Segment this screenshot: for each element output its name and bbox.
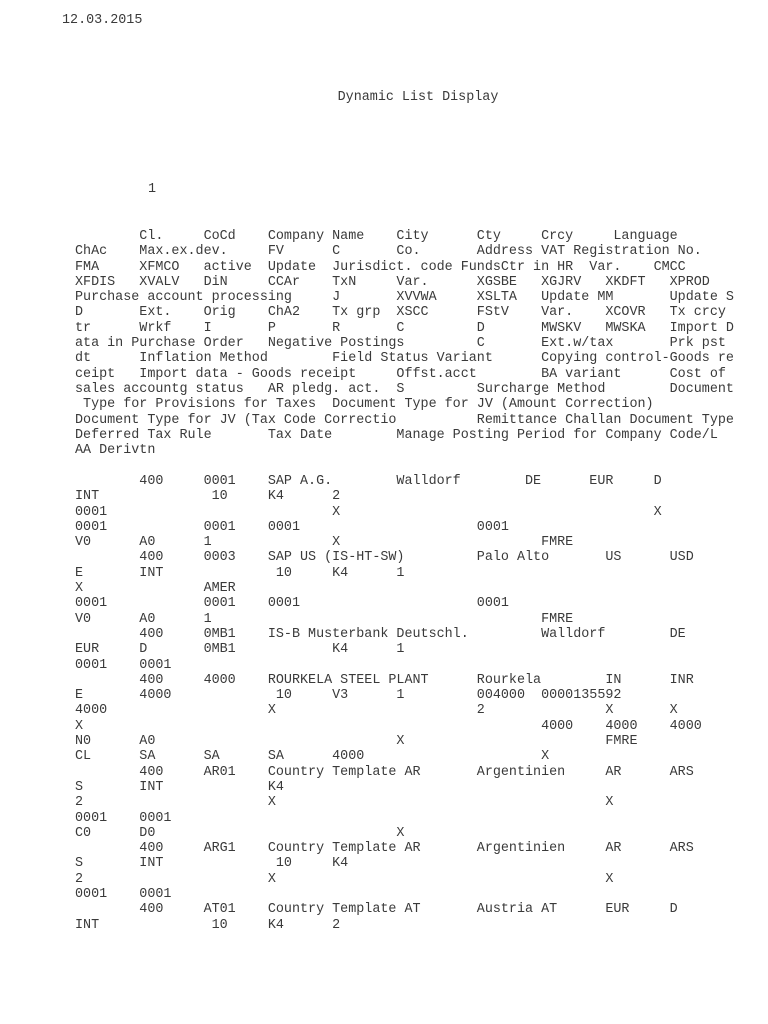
header-line: ceipt Import data - Goods receipt Offst.acct BA variant Cost of: [75, 366, 726, 382]
data-line: 400 0003 SAP US (IS-HT-SW) Palo Alto US USD: [75, 550, 694, 566]
data-line: 400 0MB1 IS-B Musterbank Deutschl. Walldorf DE: [75, 626, 686, 642]
page-number: 1: [148, 182, 157, 197]
header-line: D Ext. Orig ChA2 Tx grp XSCC FStV Var. XCOVR Tx crcy: [75, 305, 726, 321]
data-line: V0 A0 1 X FMRE: [75, 535, 574, 551]
data-line: 0001 0001: [75, 887, 172, 903]
data-line: CL SA SA SA 4000 X: [75, 749, 550, 765]
data-line: 400 AT01 Country Template AT Austria AT EUR D: [75, 902, 678, 918]
data-line: 0001 0001: [75, 657, 172, 673]
data-line: EUR D 0MB1 K4 1: [75, 642, 405, 658]
header-line: Deferred Tax Rule Tax Date Manage Posting Period for Company Code/L: [75, 427, 718, 443]
data-line: S INT K4: [75, 779, 284, 795]
header-line: AA Derivtn: [75, 443, 156, 459]
data-line: X AMER: [75, 581, 236, 597]
data-line: V0 A0 1 FMRE: [75, 611, 574, 627]
data-line: 2 X X: [75, 795, 614, 811]
report-title: Dynamic List Display: [337, 90, 499, 105]
data-line: 0001 0001: [75, 810, 172, 826]
header-line: dt Inflation Method Field Status Variant Copying control-Goods re: [75, 351, 734, 367]
data-line: C0 D0 X: [75, 825, 405, 841]
data-rows-block: [75, 474, 702, 933]
header-line: ChAc Max.ex.dev. FV C Co. Address VAT Registration No.: [75, 244, 702, 260]
header-line: ata in Purchase Order Negative Postings C Ext.w/tax Prk pst: [75, 336, 726, 352]
data-line: 2 X X: [75, 871, 614, 887]
header-line: XFDIS XVALV DiN CCAr TxN Var. XGSBE XGJRV XKDFT XPROD: [75, 274, 710, 290]
header-line: Document Type for JV (Tax Code Correctio Remittance Challan Document Type: [75, 412, 734, 428]
print-date: 12.03.2015: [62, 13, 143, 28]
data-line: 400 ARG1 Country Template AR Argentinien AR ARS: [75, 841, 694, 857]
header-line: FMA XFMCO active Update Jurisdict. code FundsCtr in HR Var. CMCC: [75, 259, 686, 275]
header-line: Purchase account processing J XVVWA XSLTA Update MM Update S: [75, 290, 734, 306]
header-line: sales accountg status AR pledg. act. S Surcharge Method Document: [75, 381, 734, 397]
data-line: X 4000 4000 4000: [75, 718, 702, 734]
data-line: 0001 0001 0001 0001: [75, 519, 509, 535]
data-line: INT 10 K4 2: [75, 489, 341, 505]
data-line: 0001 0001 0001 0001: [75, 596, 509, 612]
data-line: S INT 10 K4: [75, 856, 349, 872]
header-line: tr Wrkf I P R C D MWSKV MWSKA Import D: [75, 320, 734, 336]
header-line: Type for Provisions for Taxes Document Type for JV (Amount Correction): [75, 397, 654, 413]
data-line: N0 A0 X FMRE: [75, 734, 638, 750]
data-line: 4000 X 2 X X: [75, 703, 678, 719]
data-line: 400 0001 SAP A.G. Walldorf DE EUR D: [75, 474, 662, 489]
data-line: INT 10 K4 2: [75, 917, 341, 933]
data-line: E INT 10 K4 1: [75, 565, 405, 581]
data-line: 400 4000 ROURKELA STEEL PLANT Rourkela IN INR: [75, 672, 694, 688]
column-header-block: [75, 229, 734, 458]
data-line: 0001 X X: [75, 504, 662, 520]
data-line: E 4000 10 V3 1 004000 0000135592: [75, 688, 622, 704]
data-line: 400 AR01 Country Template AR Argentinien AR ARS: [75, 764, 694, 780]
header-line: Cl. CoCd Company Name City Cty Crcy Language: [75, 229, 678, 244]
